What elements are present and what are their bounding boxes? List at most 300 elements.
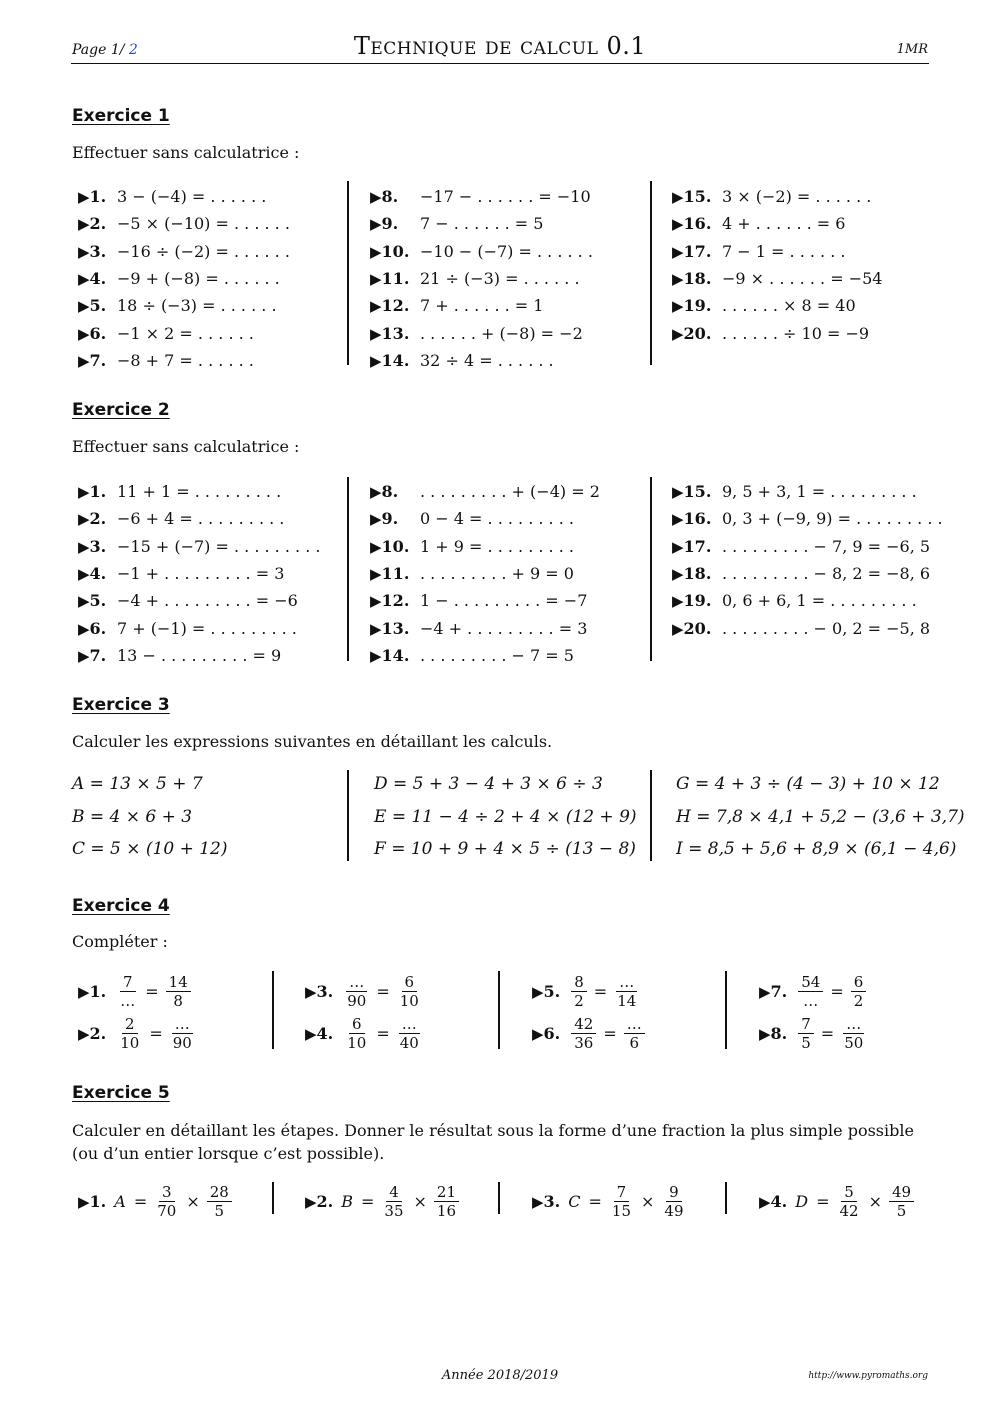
triangle-icon: ▶: [370, 297, 382, 316]
expression-text: . . . . . . . . . − 7, 9 = −6, 5: [722, 536, 931, 556]
variable-name: A: [114, 1191, 126, 1211]
exercise-2-item: [672, 615, 930, 642]
triangle-icon: ▶: [759, 1192, 771, 1211]
denominator: 15: [611, 1201, 631, 1220]
fraction: [154, 1183, 179, 1220]
exercise-1-item: [370, 238, 593, 265]
expression-text: 7 − . . . . . . = 5: [420, 214, 544, 234]
item-number: ▶15.: [672, 482, 712, 501]
fraction-equality: [759, 970, 869, 1012]
exercise-1-item: [370, 265, 580, 292]
numerator: 54: [798, 973, 823, 992]
denominator: 6: [629, 1033, 640, 1052]
denominator: 5: [801, 1033, 811, 1052]
exercise-1-item: [78, 265, 280, 292]
exercise-2-item: [78, 505, 284, 532]
item-number: ▶1.: [78, 482, 107, 501]
triangle-icon: ▶: [78, 242, 90, 261]
expression-text: . . . . . . . . . − 0, 2 = −5, 8: [722, 618, 931, 638]
exercise-1-item: [78, 210, 290, 237]
item-number: ▶2.: [305, 1191, 334, 1211]
triangle-icon: ▶: [78, 1024, 90, 1043]
item-number: ▶3.: [78, 241, 107, 261]
expression-text: 32 ÷ 4 = . . . . . .: [420, 350, 554, 370]
column-separator: [650, 770, 652, 861]
item-number: ▶5.: [78, 591, 107, 611]
page-label: Page 1/: [72, 42, 125, 58]
expression-text: 4 + . . . . . . = 6: [722, 214, 846, 234]
item-number: ▶15.: [672, 187, 712, 206]
triangle-icon: ▶: [759, 1024, 771, 1043]
item-number: ▶1.: [78, 1191, 107, 1211]
fraction-product: [78, 1180, 235, 1222]
fraction: [889, 1183, 914, 1220]
expression-text: 0 − 4 = . . . . . . . . .: [420, 509, 574, 529]
equals-sign: =: [361, 1191, 375, 1211]
fraction: [798, 973, 823, 1010]
expression-text: −8 + 7 = . . . . . .: [117, 350, 254, 370]
item-number: ▶6.: [532, 1023, 561, 1043]
numerator: 21: [434, 1183, 459, 1202]
expression-text: 3 − (−4) = . . . . . .: [117, 187, 267, 206]
exercise-1-item: [78, 347, 254, 374]
numerator: …: [346, 973, 367, 992]
column-separator: [347, 181, 349, 365]
equals-sign: =: [593, 981, 608, 1001]
exercise-1-title: Exercice 1: [72, 106, 170, 126]
numerator: 6: [402, 973, 418, 992]
expression-text: −4 + . . . . . . . . . = 3: [420, 618, 588, 638]
fraction: [397, 1015, 422, 1052]
triangle-icon: ▶: [78, 269, 90, 288]
expression-text: −6 + 4 = . . . . . . . . .: [117, 509, 285, 529]
triangle-icon: ▶: [78, 537, 90, 556]
fraction-product: [759, 1180, 917, 1222]
item-number: ▶2.: [78, 509, 107, 529]
exercise-2-item: [672, 560, 930, 587]
item-number: ▶20.: [672, 618, 712, 638]
triangle-icon: ▶: [370, 537, 382, 556]
triangle-icon: ▶: [305, 1192, 317, 1211]
exercise-2-item: [672, 505, 943, 532]
expression: F = 10 + 9 + 4 × 5 ÷ (13 − 8): [374, 839, 636, 859]
exercise-1-item: [370, 292, 543, 319]
item-number: ▶1.: [78, 981, 107, 1001]
fraction: [614, 973, 639, 1010]
triangle-icon: ▶: [672, 215, 684, 234]
triangle-icon: ▶: [672, 188, 684, 206]
fraction: [381, 1183, 406, 1220]
item-number: ▶1.: [78, 187, 107, 206]
exercise-2-item: [78, 560, 284, 587]
exercise-1-item: [78, 292, 277, 319]
denominator: 5: [214, 1201, 225, 1220]
exercise-1-instruction: Effectuer sans calculatrice :: [72, 143, 300, 162]
item-number: ▶2.: [78, 1023, 107, 1043]
expression-text: 0, 6 + 6, 1 = . . . . . . . . .: [722, 591, 917, 611]
expression-text: −9 + (−8) = . . . . . .: [117, 268, 280, 288]
item-number: ▶14.: [370, 645, 410, 665]
numerator: 8: [571, 973, 587, 992]
exercise-2-item: [370, 478, 600, 505]
item-number: ▶4.: [305, 1023, 334, 1043]
exercise-2-item: [78, 587, 298, 614]
column-separator: [347, 477, 349, 661]
exercise-1-item: [672, 210, 845, 237]
item-number: ▶4.: [759, 1191, 788, 1211]
exercise-1-item: [78, 320, 254, 347]
denominator: 90: [347, 991, 367, 1010]
exercise-2-item: [370, 587, 587, 614]
exercise-1-item: [370, 183, 591, 210]
expression-text: 9, 5 + 3, 1 = . . . . . . . . .: [722, 482, 917, 501]
numerator: 2: [122, 1015, 138, 1034]
denominator: 14: [617, 991, 637, 1010]
expression-text: . . . . . . . . . + (−4) = 2: [420, 482, 600, 501]
triangle-icon: ▶: [78, 982, 90, 1001]
item-number: ▶13.: [370, 618, 410, 638]
fraction: [117, 1015, 142, 1052]
times-sign: ×: [186, 1191, 200, 1211]
triangle-icon: ▶: [78, 564, 90, 583]
exercise-3-title: Exercice 3: [72, 695, 170, 715]
triangle-icon: ▶: [672, 592, 684, 611]
variable-name: D: [795, 1191, 809, 1211]
triangle-icon: ▶: [370, 242, 382, 261]
numerator: 28: [207, 1183, 232, 1202]
triangle-icon: ▶: [672, 619, 684, 638]
expression-text: −10 − (−7) = . . . . . .: [420, 241, 593, 261]
numerator: 4: [386, 1183, 402, 1202]
item-number: ▶11.: [370, 268, 410, 288]
triangle-icon: ▶: [672, 269, 684, 288]
item-number: ▶6.: [78, 618, 107, 638]
expression: I = 8,5 + 5,6 + 8,9 × (6,1 − 4,6): [676, 839, 957, 859]
expression-text: 11 + 1 = . . . . . . . . .: [117, 482, 282, 501]
expression: H = 7,8 × 4,1 + 5,2 − (3,6 + 3,7): [676, 806, 965, 827]
column-separator: [347, 770, 349, 861]
expression-text: −5 × (−10) = . . . . . .: [117, 214, 290, 234]
expression: E = 11 − 4 ÷ 2 + 4 × (12 + 9): [374, 806, 637, 827]
fraction: [397, 973, 422, 1010]
expression-text: . . . . . . . . . + 9 = 0: [420, 563, 574, 583]
item-number: ▶16.: [672, 214, 712, 234]
item-number: ▶8.: [370, 187, 399, 206]
triangle-icon: ▶: [78, 1192, 90, 1211]
triangle-icon: ▶: [370, 646, 382, 665]
exercise-2-item: [370, 642, 574, 669]
fraction-equality: [532, 970, 642, 1012]
expression-text: . . . . . . × 8 = 40: [722, 296, 856, 316]
page-total-link[interactable]: 2: [128, 42, 138, 58]
column-separator: [725, 971, 727, 1049]
denominator: 36: [574, 1033, 594, 1052]
exercise-5-instruction: Calculer en détaillant les étapes. Donner le résultat sous la forme d’une fraction la plus simple possible (ou d’un entier lorsque c’est possible).: [72, 1121, 914, 1163]
triangle-icon: ▶: [370, 619, 382, 638]
item-number: ▶4.: [78, 563, 107, 583]
numerator: …: [843, 1015, 864, 1034]
fraction: [836, 1183, 861, 1220]
exercise-2-item: [370, 615, 587, 642]
expression-text: . . . . . . ÷ 10 = −9: [722, 323, 870, 343]
fraction: [609, 1183, 634, 1220]
exercise-1-item: [672, 320, 869, 347]
fraction-equality: [759, 1012, 869, 1054]
exercise-1-item: [370, 320, 583, 347]
column-separator: [498, 1182, 500, 1214]
triangle-icon: ▶: [370, 188, 382, 206]
exercise-1-item: [672, 292, 856, 319]
denominator: 10: [399, 991, 419, 1010]
triangle-icon: ▶: [78, 646, 90, 665]
fraction: [624, 1015, 645, 1052]
fraction-equality: [532, 1012, 648, 1054]
triangle-icon: ▶: [672, 483, 684, 501]
item-number: ▶3.: [305, 981, 334, 1001]
expression-text: 7 + . . . . . . = 1: [420, 296, 544, 316]
expression-text: −17 − . . . . . . = −10: [420, 187, 591, 206]
expression-text: . . . . . . + (−8) = −2: [420, 323, 583, 343]
triangle-icon: ▶: [78, 592, 90, 611]
expression-text: 13 − . . . . . . . . . = 9: [117, 645, 282, 665]
item-number: ▶7.: [759, 981, 788, 1001]
fraction-equality: [305, 970, 425, 1012]
exercise-4-title: Exercice 4: [72, 896, 170, 916]
exercise-2-item: [370, 533, 574, 560]
denominator: 10: [347, 1033, 367, 1052]
denominator: 16: [436, 1201, 457, 1220]
item-number: ▶11.: [370, 563, 410, 583]
equals-sign: =: [149, 1023, 163, 1043]
triangle-icon: ▶: [78, 483, 90, 501]
item-number: ▶9.: [370, 509, 399, 529]
item-number: ▶7.: [78, 350, 107, 370]
denominator: 49: [664, 1201, 684, 1220]
expression-text: . . . . . . . . . − 8, 2 = −8, 6: [722, 563, 931, 583]
expression-text: −1 + . . . . . . . . . = 3: [117, 563, 285, 583]
denominator: 2: [574, 991, 584, 1010]
expression: B = 4 × 6 + 3: [72, 806, 193, 827]
expression-text: 1 − . . . . . . . . . = −7: [420, 591, 588, 611]
variable-name: B: [341, 1191, 354, 1211]
fraction: [434, 1183, 459, 1220]
equals-sign: =: [133, 1191, 148, 1211]
item-number: ▶17.: [672, 536, 712, 556]
exercise-2-item: [672, 478, 917, 505]
expression-text: 7 + (−1) = . . . . . . . . .: [117, 618, 297, 638]
numerator: 7: [614, 1183, 630, 1202]
expression-text: 1 + 9 = . . . . . . . . .: [420, 536, 574, 556]
triangle-icon: ▶: [370, 592, 382, 611]
fraction: [571, 1015, 596, 1052]
source-url[interactable]: http://www.pyromaths.org: [808, 1371, 928, 1381]
numerator: …: [616, 973, 637, 992]
expression: D = 5 + 3 − 4 + 3 × 6 ÷ 3: [374, 774, 603, 794]
triangle-icon: ▶: [78, 297, 90, 316]
exercise-1-item: [370, 210, 543, 237]
item-number: ▶8.: [370, 482, 399, 501]
equals-sign: =: [376, 1023, 390, 1043]
numerator: 6: [349, 1015, 365, 1034]
triangle-icon: ▶: [305, 982, 317, 1001]
triangle-icon: ▶: [672, 297, 684, 316]
numerator: 9: [666, 1183, 682, 1202]
item-number: ▶19.: [672, 591, 712, 611]
expression-text: 0, 3 + (−9, 9) = . . . . . . . . .: [722, 509, 943, 529]
equals-sign: =: [376, 981, 390, 1001]
item-number: ▶3.: [532, 1191, 561, 1211]
triangle-icon: ▶: [672, 564, 684, 583]
expression-text: −9 × . . . . . . = −54: [722, 268, 883, 288]
denominator: 42: [839, 1201, 859, 1220]
expression: C = 5 × (10 + 12): [72, 839, 228, 859]
item-number: ▶18.: [672, 563, 712, 583]
column-separator: [272, 971, 274, 1049]
triangle-icon: ▶: [78, 351, 90, 370]
numerator: …: [399, 1015, 420, 1034]
item-number: ▶7.: [78, 645, 107, 665]
fraction: [344, 973, 369, 1010]
item-number: ▶4.: [78, 268, 107, 288]
exercise-2-item: [78, 642, 281, 669]
fraction: [571, 973, 587, 1010]
denominator: 40: [399, 1033, 419, 1052]
school-year: Année 2018/2019: [441, 1368, 559, 1383]
triangle-icon: ▶: [672, 537, 684, 556]
numerator: 5: [841, 1183, 857, 1202]
triangle-icon: ▶: [370, 324, 382, 343]
expression-text: 21 ÷ (−3) = . . . . . .: [420, 268, 580, 288]
exercise-2-item: [78, 478, 281, 505]
fraction: [207, 1183, 232, 1220]
expression: G = 4 + 3 ÷ (4 − 3) + 10 × 12: [676, 774, 940, 794]
numerator: 42: [571, 1015, 596, 1034]
equals-sign: =: [820, 1023, 835, 1043]
denominator: 2: [853, 991, 864, 1010]
item-number: ▶14.: [370, 350, 410, 370]
exercise-1-item: [370, 347, 554, 374]
denominator: 70: [157, 1201, 177, 1220]
exercise-3-instruction: Calculer les expressions suivantes en détaillant les calculs.: [72, 732, 553, 751]
item-number: ▶10.: [370, 536, 410, 556]
variable-name: C: [568, 1191, 581, 1211]
expression-text: 7 − 1 = . . . . . .: [722, 241, 846, 261]
item-number: ▶5.: [78, 296, 107, 316]
expression-text: −4 + . . . . . . . . . = −6: [117, 591, 298, 611]
triangle-icon: ▶: [759, 982, 771, 1001]
item-number: ▶10.: [370, 241, 410, 261]
exercise-5-title: Exercice 5: [72, 1083, 170, 1103]
expression-text: −15 + (−7) = . . . . . . . . .: [117, 536, 321, 556]
times-sign: ×: [868, 1191, 882, 1211]
item-number: ▶16.: [672, 509, 712, 529]
exercise-1-item: [672, 265, 882, 292]
triangle-icon: ▶: [532, 1024, 544, 1043]
item-number: ▶12.: [370, 296, 410, 316]
denominator: 5: [896, 1201, 907, 1220]
denominator: …: [803, 991, 819, 1010]
numerator: 7: [798, 1015, 814, 1034]
equals-sign: =: [588, 1191, 602, 1211]
triangle-icon: ▶: [532, 982, 544, 1001]
exercise-1-item: [672, 238, 845, 265]
exercise-2-title: Exercice 2: [72, 400, 170, 420]
triangle-icon: ▶: [370, 510, 382, 529]
fraction: [344, 1015, 369, 1052]
numerator: …: [624, 1015, 645, 1034]
triangle-icon: ▶: [672, 324, 684, 343]
expression: A = 13 × 5 + 7: [72, 774, 203, 794]
item-number: ▶13.: [370, 323, 410, 343]
triangle-icon: ▶: [370, 351, 382, 370]
fraction-equality: [305, 1012, 425, 1054]
numerator: 7: [120, 973, 136, 992]
triangle-icon: ▶: [672, 242, 684, 261]
times-sign: ×: [413, 1191, 427, 1211]
numerator: 3: [159, 1183, 175, 1202]
triangle-icon: ▶: [78, 619, 90, 638]
fraction: [117, 973, 138, 1010]
triangle-icon: ▶: [78, 510, 90, 529]
numerator: 14: [166, 973, 191, 992]
triangle-icon: ▶: [78, 324, 90, 343]
item-number: ▶3.: [78, 536, 107, 556]
item-number: ▶20.: [672, 323, 712, 343]
fraction: [661, 1183, 686, 1220]
fraction: [851, 973, 867, 1010]
equals-sign: =: [603, 1023, 617, 1043]
fraction-product: [532, 1180, 690, 1222]
denominator: 8: [173, 991, 183, 1010]
fraction: [170, 1015, 195, 1052]
page-title: Technique de calcul 0.1: [353, 32, 647, 60]
exercise-1-item: [78, 183, 266, 210]
triangle-icon: ▶: [370, 564, 382, 583]
column-separator: [272, 1182, 274, 1214]
exercise-4-instruction: Compléter :: [72, 932, 168, 951]
numerator: …: [172, 1015, 193, 1034]
item-number: ▶5.: [532, 981, 561, 1001]
numerator: 6: [851, 973, 867, 992]
denominator: …: [120, 991, 136, 1010]
expression-text: . . . . . . . . . − 7 = 5: [420, 645, 574, 665]
expression-text: 18 ÷ (−3) = . . . . . .: [117, 296, 277, 316]
column-separator: [650, 181, 652, 365]
fraction-product: [305, 1180, 462, 1222]
fraction: [841, 1015, 866, 1052]
denominator: 10: [120, 1033, 140, 1052]
item-number: ▶9.: [370, 214, 399, 234]
denominator: 90: [172, 1033, 192, 1052]
class-code: 1MR: [896, 42, 928, 57]
column-separator: [725, 1182, 727, 1214]
triangle-icon: ▶: [370, 483, 382, 501]
numerator: 49: [889, 1183, 914, 1202]
exercise-2-item: [370, 505, 574, 532]
item-number: ▶12.: [370, 591, 410, 611]
expression-text: −1 × 2 = . . . . . .: [117, 323, 254, 343]
exercise-2-item: [672, 587, 917, 614]
header-rule: [71, 63, 929, 64]
times-sign: ×: [641, 1191, 655, 1211]
item-number: ▶18.: [672, 268, 712, 288]
fraction: [798, 1015, 814, 1052]
triangle-icon: ▶: [78, 215, 90, 234]
equals-sign: =: [816, 1191, 830, 1211]
fraction-equality: [78, 1012, 198, 1054]
triangle-icon: ▶: [672, 510, 684, 529]
exercise-2-instruction: Effectuer sans calculatrice :: [72, 437, 300, 456]
